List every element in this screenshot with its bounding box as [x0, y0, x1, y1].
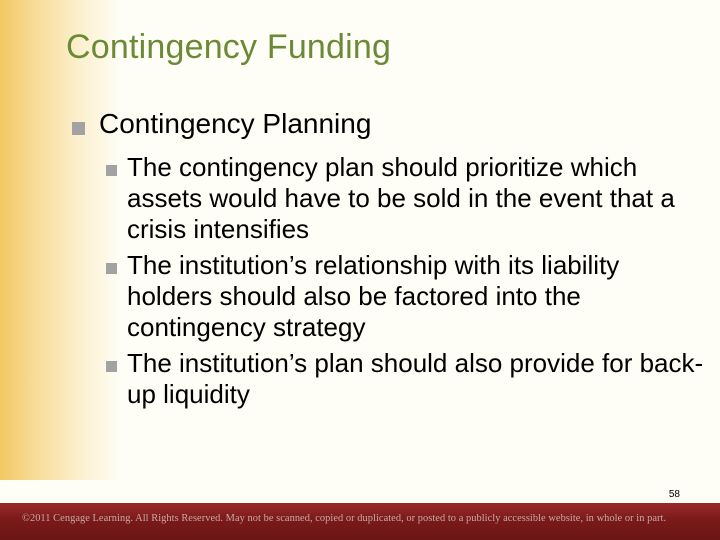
side-gradient-band [0, 0, 120, 480]
page-number: 58 [668, 489, 680, 500]
square-bullet-icon [106, 165, 117, 176]
footer-bar [0, 503, 720, 540]
sub-bullet-text: The institution’s plan should also provide for back-up liquidity [127, 348, 704, 409]
sub-bullet-text: The contingency plan should prioritize which assets would have to be sold in the event that a crisis intensifies [127, 152, 675, 244]
sub-bullet-list [106, 152, 706, 415]
bullet-level1 [72, 108, 371, 140]
bullet-level1-text: Contingency Planning [99, 108, 372, 139]
slide-title: Contingency Funding [66, 28, 392, 66]
square-bullet-icon [106, 361, 117, 372]
sub-bullet-item [106, 348, 706, 410]
sub-bullet-text: The institution’s relationship with its liability holders should also be factored into the contingency strategy [127, 250, 620, 342]
square-bullet-icon [72, 122, 85, 135]
square-bullet-icon [106, 263, 117, 274]
sub-bullet-item [106, 152, 706, 245]
copyright-notice: ©2011 Cengage Learning. All Rights Reserved. May not be scanned, copied or duplicated, or posted to a publicly accessible website, in whole or in part. [22, 513, 667, 524]
sub-bullet-item [106, 250, 706, 343]
